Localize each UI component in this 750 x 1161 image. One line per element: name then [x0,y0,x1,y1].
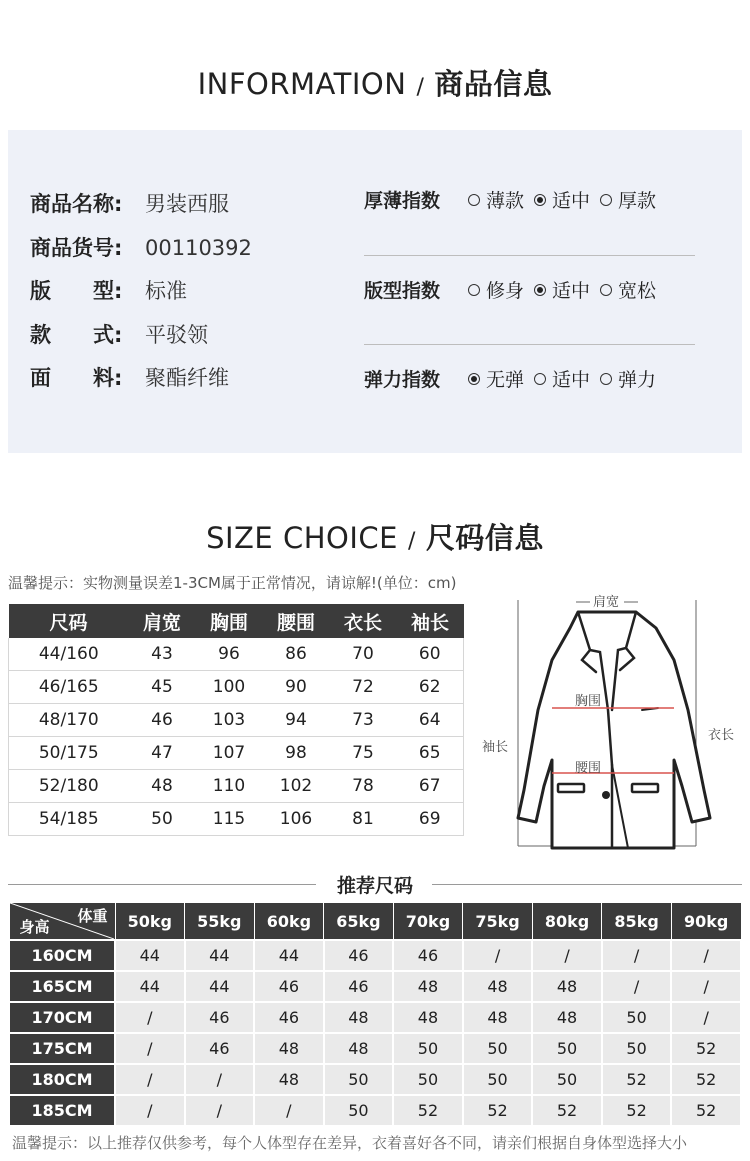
corner-weight-label: 体重 [77,907,108,925]
info-field-value: 男装西服 [145,192,229,216]
height-header-cell: 165CM [9,971,115,1002]
recommend-cell: 50 [393,1064,463,1095]
size-cell: 100 [196,671,263,704]
recommend-cell: 44 [115,940,185,971]
recommend-cell: / [671,940,741,971]
info-title-en: INFORMATION [197,67,407,101]
index-option [534,186,590,216]
recommend-cell: 48 [254,1033,324,1064]
recommend-cell: 46 [185,1002,255,1033]
info-field-row [30,320,208,350]
recommend-cell: / [115,1064,185,1095]
size-cell: 70 [330,638,397,671]
size-cell: 46/165 [9,671,129,704]
radio-empty-icon [468,194,480,206]
recommend-cell: 50 [324,1064,394,1095]
size-cell: 115 [196,803,263,836]
recommend-cell: / [185,1095,255,1126]
size-cell: 69 [397,803,464,836]
diagram-label-length: 衣长 [708,728,735,743]
radio-selected-icon [534,284,546,296]
diagram-label-chest: 胸围 [575,694,602,709]
height-header-cell: 180CM [9,1064,115,1095]
weight-header-cell: 70kg [393,903,463,941]
index-row [364,365,666,395]
recommend-cell: 50 [602,1002,672,1033]
recommend-cell: 46 [254,1002,324,1033]
jacket-button [602,791,610,799]
index-option [468,186,524,216]
recommend-cell: / [602,971,672,1002]
index-option-label: 适中 [552,280,591,302]
size-row [9,704,464,737]
recommend-cell: 44 [115,971,185,1002]
size-header-cell: 衣长 [330,604,397,638]
index-option-label: 弹力 [618,369,657,391]
recommend-cell: 46 [324,971,394,1002]
radio-empty-icon [534,373,546,385]
size-header-cell: 袖长 [397,604,464,638]
height-header-cell: 175CM [9,1033,115,1064]
index-option-label: 无弹 [486,369,525,391]
jacket-outline [518,612,710,848]
recommend-cell: / [602,940,672,971]
radio-empty-icon [468,284,480,296]
size-header-cell: 尺码 [9,604,129,638]
recommend-cell: / [185,1064,255,1095]
recommend-cell: 48 [324,1033,394,1064]
index-option [600,276,656,306]
index-option-label: 宽松 [618,280,657,302]
recommend-cell: 52 [602,1095,672,1126]
recommend-cell: / [532,940,602,971]
info-field-label: 商品货号: [30,236,123,260]
recommend-cell: 48 [254,1064,324,1095]
recommend-cell: 44 [185,940,255,971]
size-cell: 50 [129,803,196,836]
size-cell: 96 [196,638,263,671]
info-section-title [0,62,750,103]
index-option-label: 适中 [552,369,591,391]
size-cell: 52/180 [9,770,129,803]
radio-selected-icon [468,373,480,385]
info-field-value: 标准 [145,279,187,303]
size-cell: 65 [397,737,464,770]
radio-selected-icon [534,194,546,206]
info-field-value: 聚酯纤维 [145,366,229,390]
info-field-row [30,233,252,263]
index-label: 厚薄指数 [364,190,441,212]
weight-header-cell: 55kg [185,903,255,941]
recommend-cell: 48 [393,971,463,1002]
recommend-cell: / [115,1033,185,1064]
index-option [534,276,590,306]
index-option-label: 适中 [552,190,591,212]
recommend-corner-header [9,903,115,941]
recommend-cell: 50 [532,1064,602,1095]
recommend-cell: 50 [463,1033,533,1064]
size-row [9,671,464,704]
size-title-en: SIZE CHOICE [206,521,398,555]
size-header-cell: 胸围 [196,604,263,638]
size-cell: 107 [196,737,263,770]
info-field-label: 商品名称: [30,192,123,216]
recommend-cell: 52 [463,1095,533,1126]
recommend-cell: 52 [393,1095,463,1126]
size-cell: 86 [263,638,330,671]
size-cell: 47 [129,737,196,770]
info-field-value: 00110392 [145,236,252,260]
size-cell: 98 [263,737,330,770]
recommend-cell: / [671,1002,741,1033]
weight-header-cell: 50kg [115,903,185,941]
radio-empty-icon [600,284,612,296]
info-field-row [30,363,229,393]
recommend-cell: 48 [463,971,533,1002]
info-field-value: 平驳领 [145,323,208,347]
size-cell: 90 [263,671,330,704]
recommend-cell: / [671,971,741,1002]
recommend-row [9,1095,741,1126]
size-cell: 102 [263,770,330,803]
index-option [600,365,656,395]
size-cell: 94 [263,704,330,737]
size-cell: 50/175 [9,737,129,770]
weight-header-cell: 65kg [324,903,394,941]
recommend-cell: / [115,1095,185,1126]
size-cell: 110 [196,770,263,803]
recommend-cell: 44 [185,971,255,1002]
recommend-cell: 48 [532,971,602,1002]
size-row [9,770,464,803]
size-title-cn: 尺码信息 [425,521,544,555]
index-divider [364,255,695,256]
weight-header-cell: 75kg [463,903,533,941]
size-row [9,803,464,836]
index-option-label: 修身 [486,280,525,302]
size-cell: 72 [330,671,397,704]
info-title-cn: 商品信息 [434,67,553,101]
weight-header-cell: 60kg [254,903,324,941]
recommend-row [9,940,741,971]
recommend-tip: 温馨提示：以上推荐仅供参考，每个人体型存在差异，衣着喜好各不同，请亲们根据自身体型选择大小 [12,1134,688,1152]
recommend-cell: 52 [532,1095,602,1126]
index-label: 版型指数 [364,280,441,302]
index-divider [364,344,695,345]
size-cell: 106 [263,803,330,836]
size-header-cell: 肩宽 [129,604,196,638]
recommend-cell: 48 [393,1002,463,1033]
radio-empty-icon [600,373,612,385]
size-cell: 54/185 [9,803,129,836]
index-option-label: 厚款 [618,190,657,212]
size-cell: 48/170 [9,704,129,737]
size-cell: 45 [129,671,196,704]
recommend-cell: 48 [532,1002,602,1033]
recommend-cell: 46 [254,971,324,1002]
recommend-cell: 50 [324,1095,394,1126]
recommend-cell: 50 [463,1064,533,1095]
index-option-label: 薄款 [486,190,525,212]
recommend-cell: 50 [602,1033,672,1064]
recommend-cell: / [115,1002,185,1033]
recommend-row [9,971,741,1002]
recommend-cell: / [254,1095,324,1126]
recommend-table [8,902,742,1127]
recommend-cell: 50 [532,1033,602,1064]
recommend-row [9,1033,741,1064]
index-option [468,276,524,306]
size-cell: 60 [397,638,464,671]
size-cell: 81 [330,803,397,836]
size-cell: 103 [196,704,263,737]
size-cell: 75 [330,737,397,770]
recommend-row [9,1002,741,1033]
info-title-separator: / [416,75,425,100]
height-header-cell: 160CM [9,940,115,971]
index-row [364,276,666,306]
recommend-cell: 52 [671,1033,741,1064]
size-tip: 温馨提示：实物测量误差1-3CM属于正常情况，请谅解!(单位：cm) [8,574,457,592]
size-table [8,604,464,836]
size-title-separator: / [407,529,416,554]
recommend-title: 推荐尺码 [336,875,413,897]
weight-header-cell: 80kg [532,903,602,941]
recommend-cell: 52 [602,1064,672,1095]
height-header-cell: 185CM [9,1095,115,1126]
index-option [534,365,590,395]
weight-header-cell: 90kg [671,903,741,941]
recommend-title-bar [0,871,750,897]
diagram-label-shoulder: 肩宽 [593,595,620,610]
recommend-cell: 52 [671,1064,741,1095]
recommend-cell: 44 [254,940,324,971]
diagram-label-sleeve: 袖长 [482,740,509,755]
recommend-cell: 52 [671,1095,741,1126]
size-row [9,737,464,770]
size-cell: 43 [129,638,196,671]
height-header-cell: 170CM [9,1002,115,1033]
size-cell: 48 [129,770,196,803]
size-row [9,638,464,671]
size-cell: 44/160 [9,638,129,671]
diagram-label-waist: 腰围 [575,761,602,776]
corner-height-label: 身高 [19,918,50,936]
info-field-label: 版 型: [30,279,123,303]
jacket-diagram [478,590,742,866]
recommend-cell: / [463,940,533,971]
size-header-cell: 腰围 [263,604,330,638]
recommend-cell: 46 [324,940,394,971]
index-option [600,186,656,216]
info-field-label: 款 式: [30,323,123,347]
recommend-cell: 48 [324,1002,394,1033]
info-field-label: 面 料: [30,366,123,390]
size-cell: 73 [330,704,397,737]
info-field-row [30,189,229,219]
recommend-cell: 48 [463,1002,533,1033]
size-cell: 78 [330,770,397,803]
recommend-cell: 46 [185,1033,255,1064]
size-cell: 64 [397,704,464,737]
weight-header-cell: 85kg [602,903,672,941]
radio-empty-icon [600,194,612,206]
size-section-title [0,516,750,557]
recommend-row [9,1064,741,1095]
size-cell: 62 [397,671,464,704]
index-label: 弹力指数 [364,369,441,391]
size-cell: 67 [397,770,464,803]
size-cell: 46 [129,704,196,737]
index-row [364,186,666,216]
info-field-row [30,276,187,306]
recommend-cell: 46 [393,940,463,971]
recommend-cell: 50 [393,1033,463,1064]
index-option [468,365,524,395]
